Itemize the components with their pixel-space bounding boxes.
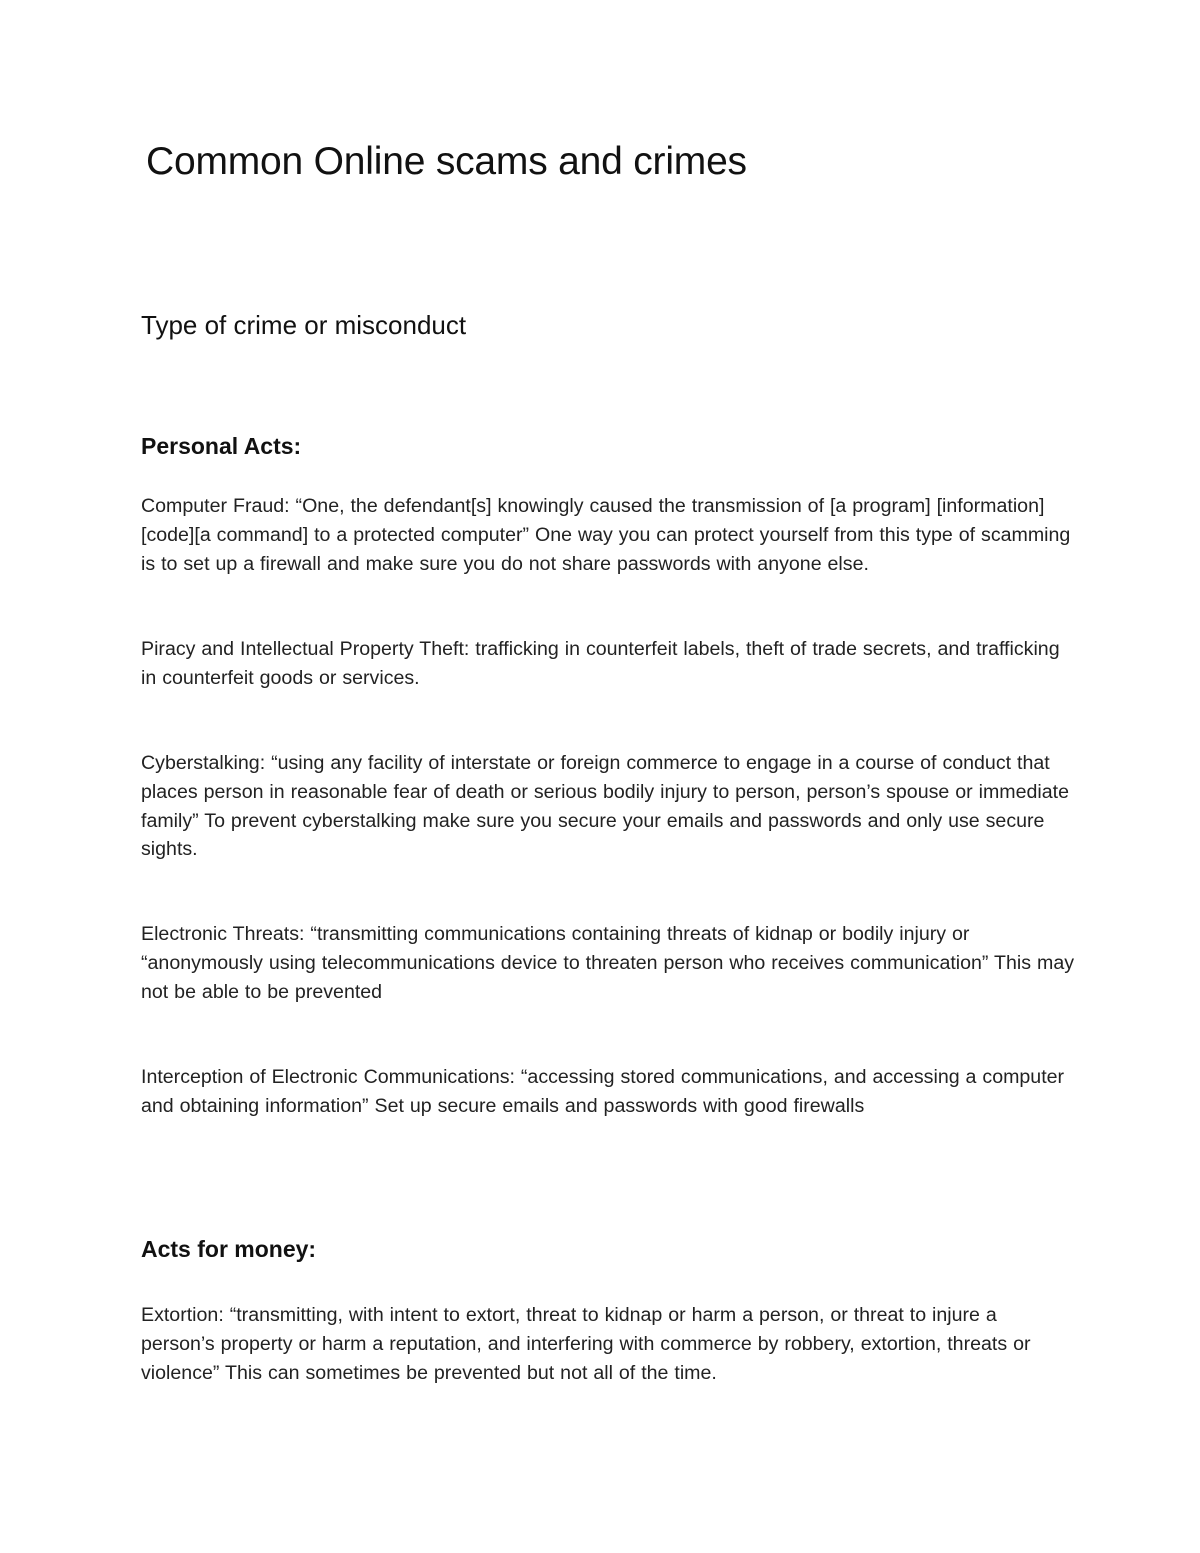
section-heading: Type of crime or misconduct	[141, 310, 467, 340]
piracy-paragraph: Piracy and Intellectual Property Theft: trafficking in counterfeit labels, theft of trade secrets, and trafficking in counterfeit goods or services.	[141, 638, 1060, 689]
computer-fraud-paragraph: Computer Fraud: “One, the defendant[s] knowingly caused the transmission of [a program] [information][code][a command] to a protected computer” One way you can protect yourself from this type of scamming is to set up a firewall and make sure you do not share passwords with anyone else.	[141, 495, 1071, 575]
extortion-paragraph: Extortion: “transmitting, with intent to extort, threat to kidnap or harm a person, or threat to injure a person’s property or harm a reputation, and interfering with commerce by robbery, extortion, threats or violence” This can sometimes be prevented but not all of the time.	[141, 1304, 1031, 1384]
document-title: Common Online scams and crimes	[146, 140, 747, 183]
acts-for-money-heading: Acts for money:	[141, 1236, 317, 1262]
personal-acts-heading: Personal Acts:	[141, 433, 302, 459]
cyberstalking-paragraph: Cyberstalking: “using any facility of interstate or foreign commerce to engage in a course of conduct that places person in reasonable fear of death or serious bodily injury to person, person’s spouse or immediate family” To prevent cyberstalking make sure you secure your emails and passwords and only use secure sights.	[141, 752, 1069, 861]
electronic-threats-paragraph: Electronic Threats: “transmitting communications containing threats of kidnap or bodily injury or “anonymously using telecommunications device to threaten person who receives communication” This may not be able to be prevented	[141, 923, 1075, 1003]
interception-paragraph: Interception of Electronic Communications: “accessing stored communications, and accessing a computer and obtaining information” Set up secure emails and passwords with good firewalls	[141, 1066, 1065, 1117]
